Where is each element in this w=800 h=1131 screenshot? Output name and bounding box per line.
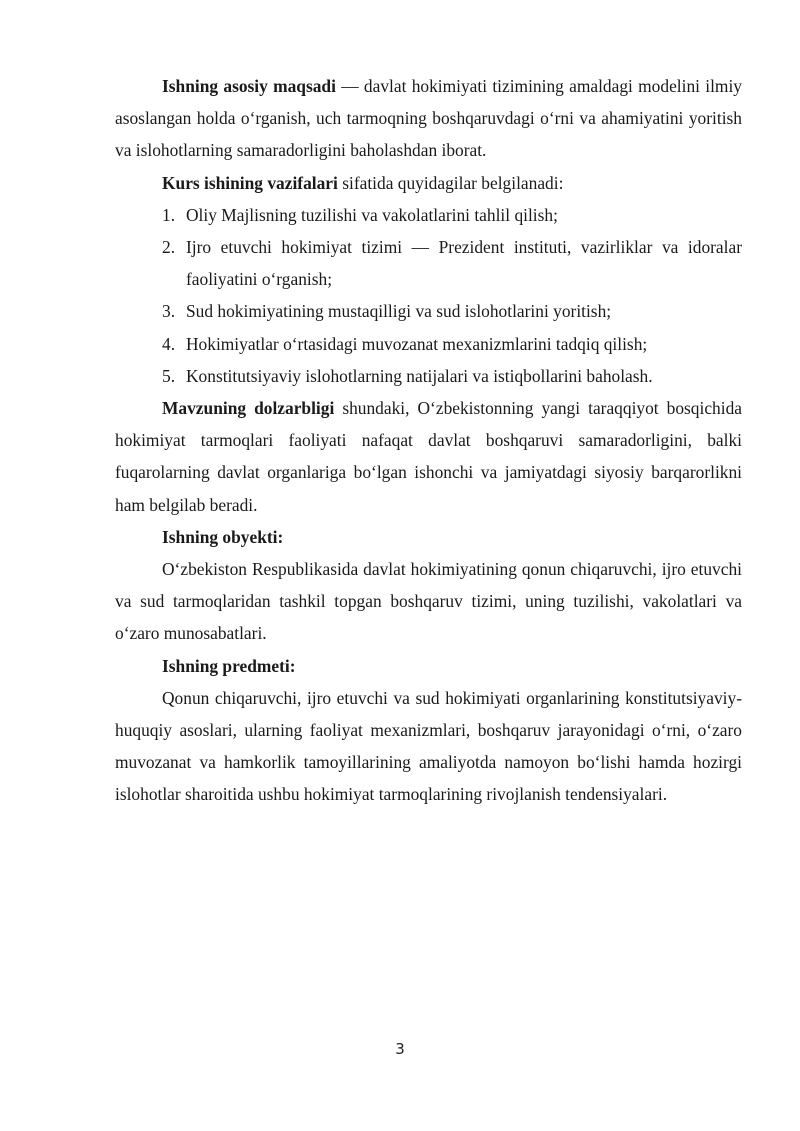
list-item-text: Hokimiyatlar o‘rtasidagi muvozanat mexanizmlarini tadqiq qilish;	[186, 333, 648, 354]
list-item	[162, 199, 742, 231]
list-item-number: 4.	[162, 333, 176, 354]
page-number: 3	[395, 1040, 405, 1058]
object-paragraph: O‘zbekiston Respublikasida davlat hokimiyatining qonun chiqaruvchi, ijro etuvchi va sud tarmoqlaridan tashkil topgan boshqaruv tizimi, uning tuzilishi, vakolatlari va o‘zaro munosabatlari.	[115, 559, 742, 644]
list-item	[162, 295, 742, 327]
tasks-list	[115, 199, 742, 392]
list-item-number: 5.	[162, 365, 176, 386]
subject-paragraph: Qonun chiqaruvchi, ijro etuvchi va sud hokimiyati organlarining konstitutsiyaviy-huquqiy asoslari, ularning faoliyat mexanizmlari, boshqaruv jarayonidagi o‘rni, o‘zaro muvozanat va hamkorlik tamoyillarining amaliyotda namoyon bo‘lishi hamda hozirgi islohotlar sharoitida ushbu hokimiyat tarmoqlarining rivojlanish tendensiyalari.	[115, 687, 742, 805]
tasks-label: Kurs ishining vazifalari	[162, 172, 338, 193]
list-item-number: 3.	[162, 301, 176, 322]
aim-label: Ishning asosiy maqsadi	[162, 76, 336, 96]
document-page	[115, 70, 742, 811]
aim-text: — davlat hokimiyati tizimining amaldagi modelini ilmiy asoslangan holda o‘rganish, uch tarmoqning boshqaruvdagi o‘rni va ahamiyatini yoritish va islohotlarning samaradorligini baholashdan iborat.	[115, 76, 742, 161]
list-item-text: Ijro etuvchi hokimiyat tizimi — Prezident instituti, vazirliklar va idoralar faoliyatini o‘rganish;	[186, 237, 742, 290]
relevance-label: Mavzuning dolzarbligi	[162, 398, 335, 419]
list-item-text: Konstitutsiyaviy islohotlarning natijalari va istiqbollarini baholash.	[186, 365, 653, 386]
list-item	[162, 360, 742, 392]
list-item	[162, 231, 742, 295]
object-heading: Ishning obyekti:	[162, 526, 284, 547]
list-item-text: Sud hokimiyatining mustaqilligi va sud islohotlarini yoritish;	[186, 301, 612, 322]
aim-paragraph	[115, 70, 742, 167]
tasks-intro-text: sifatida quyidagilar belgilanadi:	[337, 172, 564, 193]
relevance-text: shundaki, O‘zbekistonning yangi taraqqiyot bosqichida hokimiyat tarmoqlari faoliyati nafaqat davlat boshqaruvi samaradorligini, balki fuqarolarning davlat organlariga bo‘lgan ishonchi va jamiyatdagi siyosiy barqarorlikni ham belgilab beradi.	[115, 398, 742, 515]
subject-heading: Ishning predmeti:	[162, 655, 296, 676]
relevance-paragraph	[115, 392, 742, 521]
list-item-number: 1.	[162, 204, 176, 225]
tasks-intro	[115, 167, 742, 199]
list-item-number: 2.	[162, 237, 176, 258]
list-item	[162, 328, 742, 360]
list-item-text: Oliy Majlisning tuzilishi va vakolatlarini tahlil qilish;	[186, 204, 558, 225]
